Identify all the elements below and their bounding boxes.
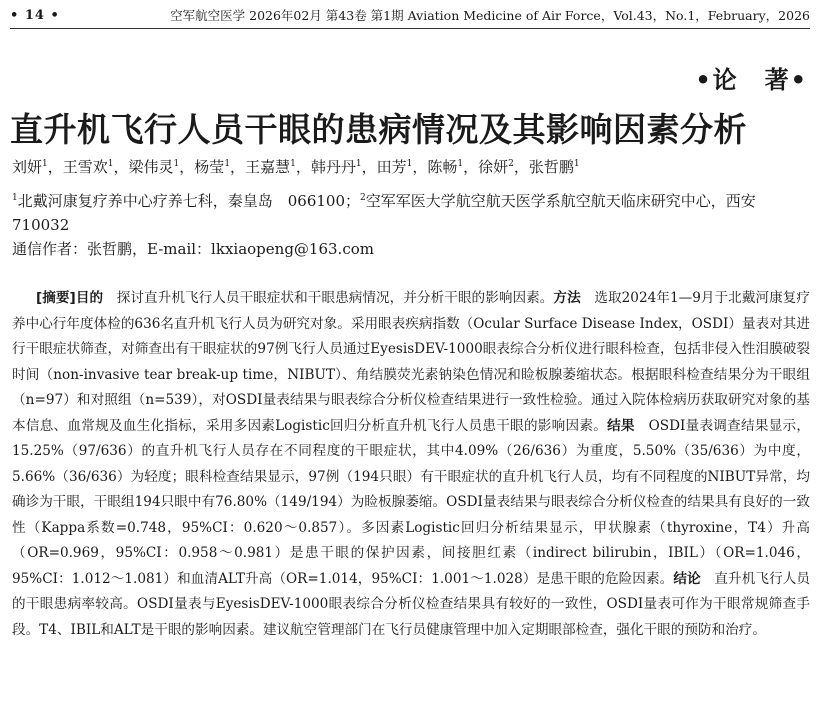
author-affiliation-number: 1 [173, 159, 180, 169]
corresponding-author [12, 238, 374, 259]
method-text: 选取2024年1—9月于北戴河康复疗养中心行年度体检的636名直升机飞行人员为研究对象。采用眼表疾病指数（Ocular Surface Disease Index，OSDI）量表对其进行干眼症状筛查，对筛查出有干眼症状的97例飞行人员通过EyesisDEV-1000眼表综合分析仪进行眼科检查，包括非侵入性泪膜破裂时间（non-invasive tear break-up time，NIBUT）、角结膜荧光素钠染色情况和睑板腺萎缩状态。根据眼科检查结果分为干眼组（n=97）和对照组（n=539），对OSDI量表结果与眼表综合分析仪检查结果进行一致性检验。通过入院体检病历获取研究对象的基本信息、血常规及血生化指标，采用多因素Logistic回归分析直升机飞行人员患干眼的影响因素。 [12, 290, 810, 434]
author-affiliation-number: 1 [573, 159, 580, 169]
author-name: 韩丹丹 [310, 158, 356, 176]
author-affiliation-number: 1 [406, 159, 413, 169]
author-name: 刘妍 [12, 158, 43, 176]
article-title: 直升机飞行人员干眼的患病情况及其影响因素分析 [10, 110, 747, 149]
author-name: 王雪欢 [62, 158, 108, 176]
purpose-keyword: 目的 [75, 290, 104, 306]
column-tag: •论 著• [695, 66, 808, 94]
affiliations [12, 186, 812, 237]
affiliation-number: 1 [12, 193, 18, 203]
journal-info: 空军航空医学 2026年02月 第43卷 第1期 Aviation Medicine of Air Force，Vol.43，No.1，February，2026 [170, 8, 810, 23]
purpose-text: 探讨直升机飞行人员干眼症状和干眼患病情况，并分析干眼的影响因素。 [103, 290, 554, 306]
result-keyword: 结果 [607, 417, 635, 434]
author-name: 梁伟灵 [128, 158, 174, 176]
author-list: 刘妍$^1$，王雪欢$^1$，梁伟灵$^1$，杨莹$^1$，王嘉慧$^1$，韩丹丹$^1$，田芳$^1$，陈畅$^1$，徐妍$^2$，张哲鹏$^1$ [12, 158, 580, 176]
author-name: 徐妍 [478, 158, 509, 176]
author-name: 王嘉慧 [245, 158, 291, 176]
running-header [10, 6, 810, 29]
method-keyword: 方法 [553, 290, 581, 306]
author-name: 田芳 [376, 158, 407, 176]
affiliation-2: 空军军医大学航空航天医学系航空航天临床研究中心，西安 710032 [12, 192, 771, 234]
abstract-label: [摘要] [36, 290, 76, 306]
author-affiliation-number: 1 [355, 159, 362, 169]
author-affiliation-number: 1 [457, 159, 464, 169]
author-affiliation-number: 1 [42, 159, 48, 169]
author-affiliation-number: 1 [224, 159, 231, 169]
conclusion-text: 直升机飞行人员的干眼患病率较高。OSDI量表与EyesisDEV-1000眼表综合分析仪检查结果具有较好的一致性，OSDI量表可作为干眼常规筛查手段。T4、IBIL和ALT是干眼的影响因素。建议航空管理部门在飞行员健康管理中加入定期眼部检查，强化干眼的预防和治疗。 [12, 570, 811, 638]
page-number: • 14 • [10, 8, 60, 23]
affiliation-1: 北戴河康复疗养中心疗养七科，秦皇岛 066100； [17, 192, 360, 210]
corresponding-text: 通信作者：张哲鹏，E-mail：lkxiaopeng@163.com [12, 240, 374, 258]
author-affiliation-number: 1 [290, 159, 296, 169]
abstract [12, 286, 810, 643]
conclusion-keyword: 结论 [673, 570, 701, 587]
author-affiliation-number: 1 [107, 159, 114, 169]
author-affiliation-number: 2 [508, 159, 514, 169]
author-name: 陈畅 [427, 158, 458, 176]
author-name: 杨莹 [194, 158, 225, 176]
affiliation-number: 2 [360, 193, 366, 203]
author-name: 张哲鹏 [528, 158, 574, 176]
result-text: OSDI量表调查结果显示，15.25%（97/636）的直升机飞行人员存在不同程度的干眼症状，其中4.09%（26/636）为重度，5.50%（35/636）为中度，5.66%（36/636）为轻度；眼科检查结果显示，97例（194只眼）有干眼症状的直升机飞行人员，均有不同程度的NIBUT异常，均确诊为干眼，干眼组194只眼中有76.80%（149/194）为睑板腺萎缩。OSDI量表结果与眼表综合分析仪检查的结果具有良好的一致性（Kappa系数=0.748，95%CI：0.620～0.857）。多因素Logistic回归分析结果显示，甲状腺素（thyroxine，T4）升高（OR=0.969，95%CI：0.958～0.981）是患干眼的保护因素，间接胆红素（indirect bilirubin，IBIL）（OR=1.046，95%CI：1.012～1.081）和血清ALT升高（OR=1.014，95%CI：1.001～1.028）是患干眼的危险因素。 [12, 417, 810, 587]
